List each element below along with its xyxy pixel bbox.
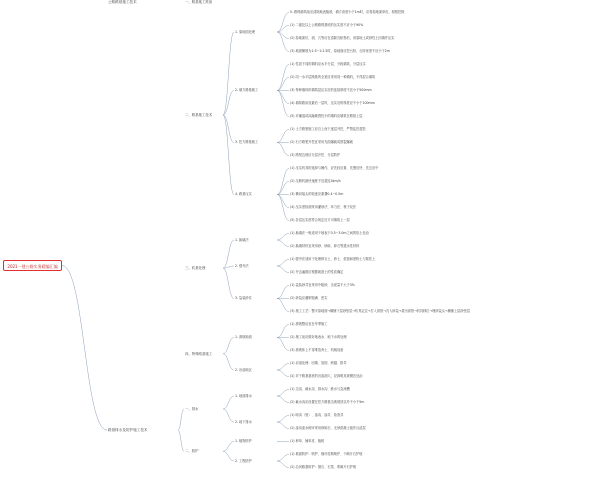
leaf-item[interactable]: (2) 压路机最快速度不宜超过4km/h [290, 179, 341, 184]
leaf-item[interactable]: (1) 边沟、截水沟、排水沟、跌水与急流槽 [290, 387, 350, 392]
leaf-item[interactable]: (1) 土方路堑施工应自上而下逐层开挖，严禁乱挖超挖 [290, 127, 366, 132]
leaf-item[interactable]: (5) 各层压实度符合规定后方可填筑上一层 [290, 218, 350, 223]
root-node[interactable]: 2021一建公路实务精编汇编 [3, 260, 62, 271]
leaf-item[interactable]: (1) 暗沟（管）、渗沟、渗井、检查井 [290, 413, 344, 418]
leaf-item[interactable]: (2) 施工前应做好地表水、地下水的处理 [290, 335, 347, 340]
leaf-item[interactable]: (1) 压实机具的选择与操作，应先轻后重、先慢后快、先边后中 [290, 166, 379, 171]
leaf-item[interactable]: (1) 岩溶处理：回填、加固、跨越、排导 [290, 361, 347, 366]
topic-node[interactable]: 2. 地下排水 [235, 419, 252, 424]
section-node[interactable]: 三、软基处理 [185, 266, 206, 271]
leaf-item[interactable]: (1) 换填法一般适用于地表下0.5~3.0m之间的软土处治 [290, 231, 369, 236]
topic-node[interactable]: 3. 袋装砂井 [235, 296, 252, 301]
connector-line [223, 268, 234, 298]
leaf-item[interactable]: (4) 压实度检测采用灌砂法、环刀法、核子仪法 [290, 205, 357, 210]
section-node[interactable]: 四、特殊路基施工 [185, 351, 213, 356]
topic-node[interactable]: 1. 植物防护 [235, 439, 252, 444]
leaf-item[interactable]: (4) 填筑路床顶最后一层时，压实后的厚度应不小于100mm [290, 101, 375, 106]
section-node[interactable]: 二、路基施工技术 [185, 112, 213, 117]
topic-node[interactable]: 1. 原地面处理 [235, 29, 255, 34]
leaf-item[interactable]: (2) 同一水平层路基的全宽应采用同一种填料，不得混合填筑 [290, 75, 376, 80]
connector-line [223, 354, 234, 370]
topic-node[interactable]: 1. 滑坡地段 [235, 335, 252, 340]
leaf-item[interactable]: (2) 沿河路基防护：抛石、石笼、浆砌片石护坡 [290, 465, 357, 470]
leaf-item[interactable]: (2) 砂袋应灌制饱满、密实 [290, 296, 328, 301]
leaf-item[interactable]: (1) 强夯法适用于处理碎石土、砂土、低饱和度粉土与黏性土 [290, 257, 376, 262]
leaf-item[interactable]: (2) 对于路基基底的岩溶洞穴，应探明其规模后处治 [290, 374, 363, 379]
leaf-item[interactable]: (1) 种草、铺草皮、植树 [290, 439, 325, 444]
connector-line [277, 65, 289, 91]
leaf-item[interactable]: 5. 路堤填筑前应清除地表植被，填方高度小于1m时，应将原地面草皮、树根挖除 [290, 10, 405, 15]
topic-node[interactable]: 2. 填方路基施工 [235, 88, 259, 93]
leaf-item[interactable]: (3) 横向接头的轮迹应重叠0.4~0.5m [290, 192, 344, 197]
connector-line [277, 195, 289, 221]
leaf-item[interactable]: (3) 地面横坡为1:5~1:2.5时，原地面应挖台阶，台阶宽度不应小于2m [290, 49, 390, 54]
leaf-item[interactable]: (3) 每种填料的填筑层压实后的连续厚度不宜小于500mm [290, 88, 372, 93]
connector-line [277, 169, 289, 195]
topic-node[interactable]: 4. 路基压实 [235, 192, 252, 197]
connector-line [62, 266, 107, 431]
connector-line [178, 430, 184, 451]
leaf-item[interactable]: (2) 截水沟应设置在挖方路基边坡坡顶以外不小于5m [290, 400, 365, 405]
leaf-item[interactable]: (1) 袋装砂井宜采用中粗砂，含泥量不大于3% [290, 283, 355, 288]
leaf-item[interactable]: (2) 夯击遍数应根据地基土的性质确定 [290, 270, 344, 275]
leaf-item[interactable]: (3) 路堑边坡应分层开挖、分层防护 [290, 153, 341, 158]
topic-node[interactable]: 2. 岩溶地区 [235, 367, 252, 372]
section-node[interactable]: 一、排水 [185, 406, 199, 411]
connector-line [178, 409, 184, 430]
topic-node[interactable]: 2. 工程防护 [235, 458, 252, 463]
connector-line [223, 240, 234, 268]
section-node[interactable]: 二、防护 [185, 449, 199, 454]
connector-line [277, 91, 289, 117]
topic-node[interactable]: 2. 强夯法 [235, 263, 249, 268]
chapter-node[interactable]: 公路路基施工技术 [108, 0, 137, 4]
leaf-item[interactable]: (3) 滑坡体上不得堆放弃土、机械设备 [290, 348, 344, 353]
leaf-item[interactable]: (1) 坡面防护：喷护、锚杆挂网喷护、干砌片石护坡 [290, 452, 363, 457]
topic-node[interactable]: 1. 换填法 [235, 237, 249, 242]
topic-node[interactable]: 3. 挖方路基施工 [235, 140, 259, 145]
leaf-item[interactable]: (2) 石方路堑开挖宜采用光面爆破或预裂爆破 [290, 140, 353, 145]
leaf-item[interactable]: (2) 渗沟迎水侧可采用砂砾石、无砂混凝土板作反滤层 [290, 426, 366, 431]
leaf-item[interactable]: (3) 施工工艺：整平原地面→摊铺下层砂垫层→机具定位→打入套管→沉入砂袋→拔出套管→机具移位→埋砂袋头→摊铺上层砂垫层 [290, 309, 470, 314]
leaf-item[interactable]: (1) 性质不同的填料应水平分层、分段填筑，分层压实 [290, 62, 366, 67]
topic-node[interactable]: 1. 地面排水 [235, 393, 252, 398]
connector-line [223, 115, 234, 195]
leaf-item[interactable]: (5) 对潮湿或冻融敏感性小的填料应填筑在路基上层 [290, 114, 363, 119]
leaf-item[interactable]: (1) 滑坡整治宜在旱季施工 [290, 322, 328, 327]
leaf-item[interactable]: (1) 二级及以上公路路堤基底的压实度不应小于90% [290, 23, 364, 28]
chapter-node[interactable]: 路基排水及防护施工技术 [108, 428, 148, 433]
section-node[interactable]: 一、路基施工准备 [185, 0, 213, 4]
leaf-item[interactable]: (2) 原地面坑、洞、穴等应在清除沉积物后，用原地土或砂性土回填并压实 [290, 36, 395, 41]
leaf-item[interactable]: (2) 换填材料宜采用砂、砂砾、碎石等透水性材料 [290, 244, 360, 249]
